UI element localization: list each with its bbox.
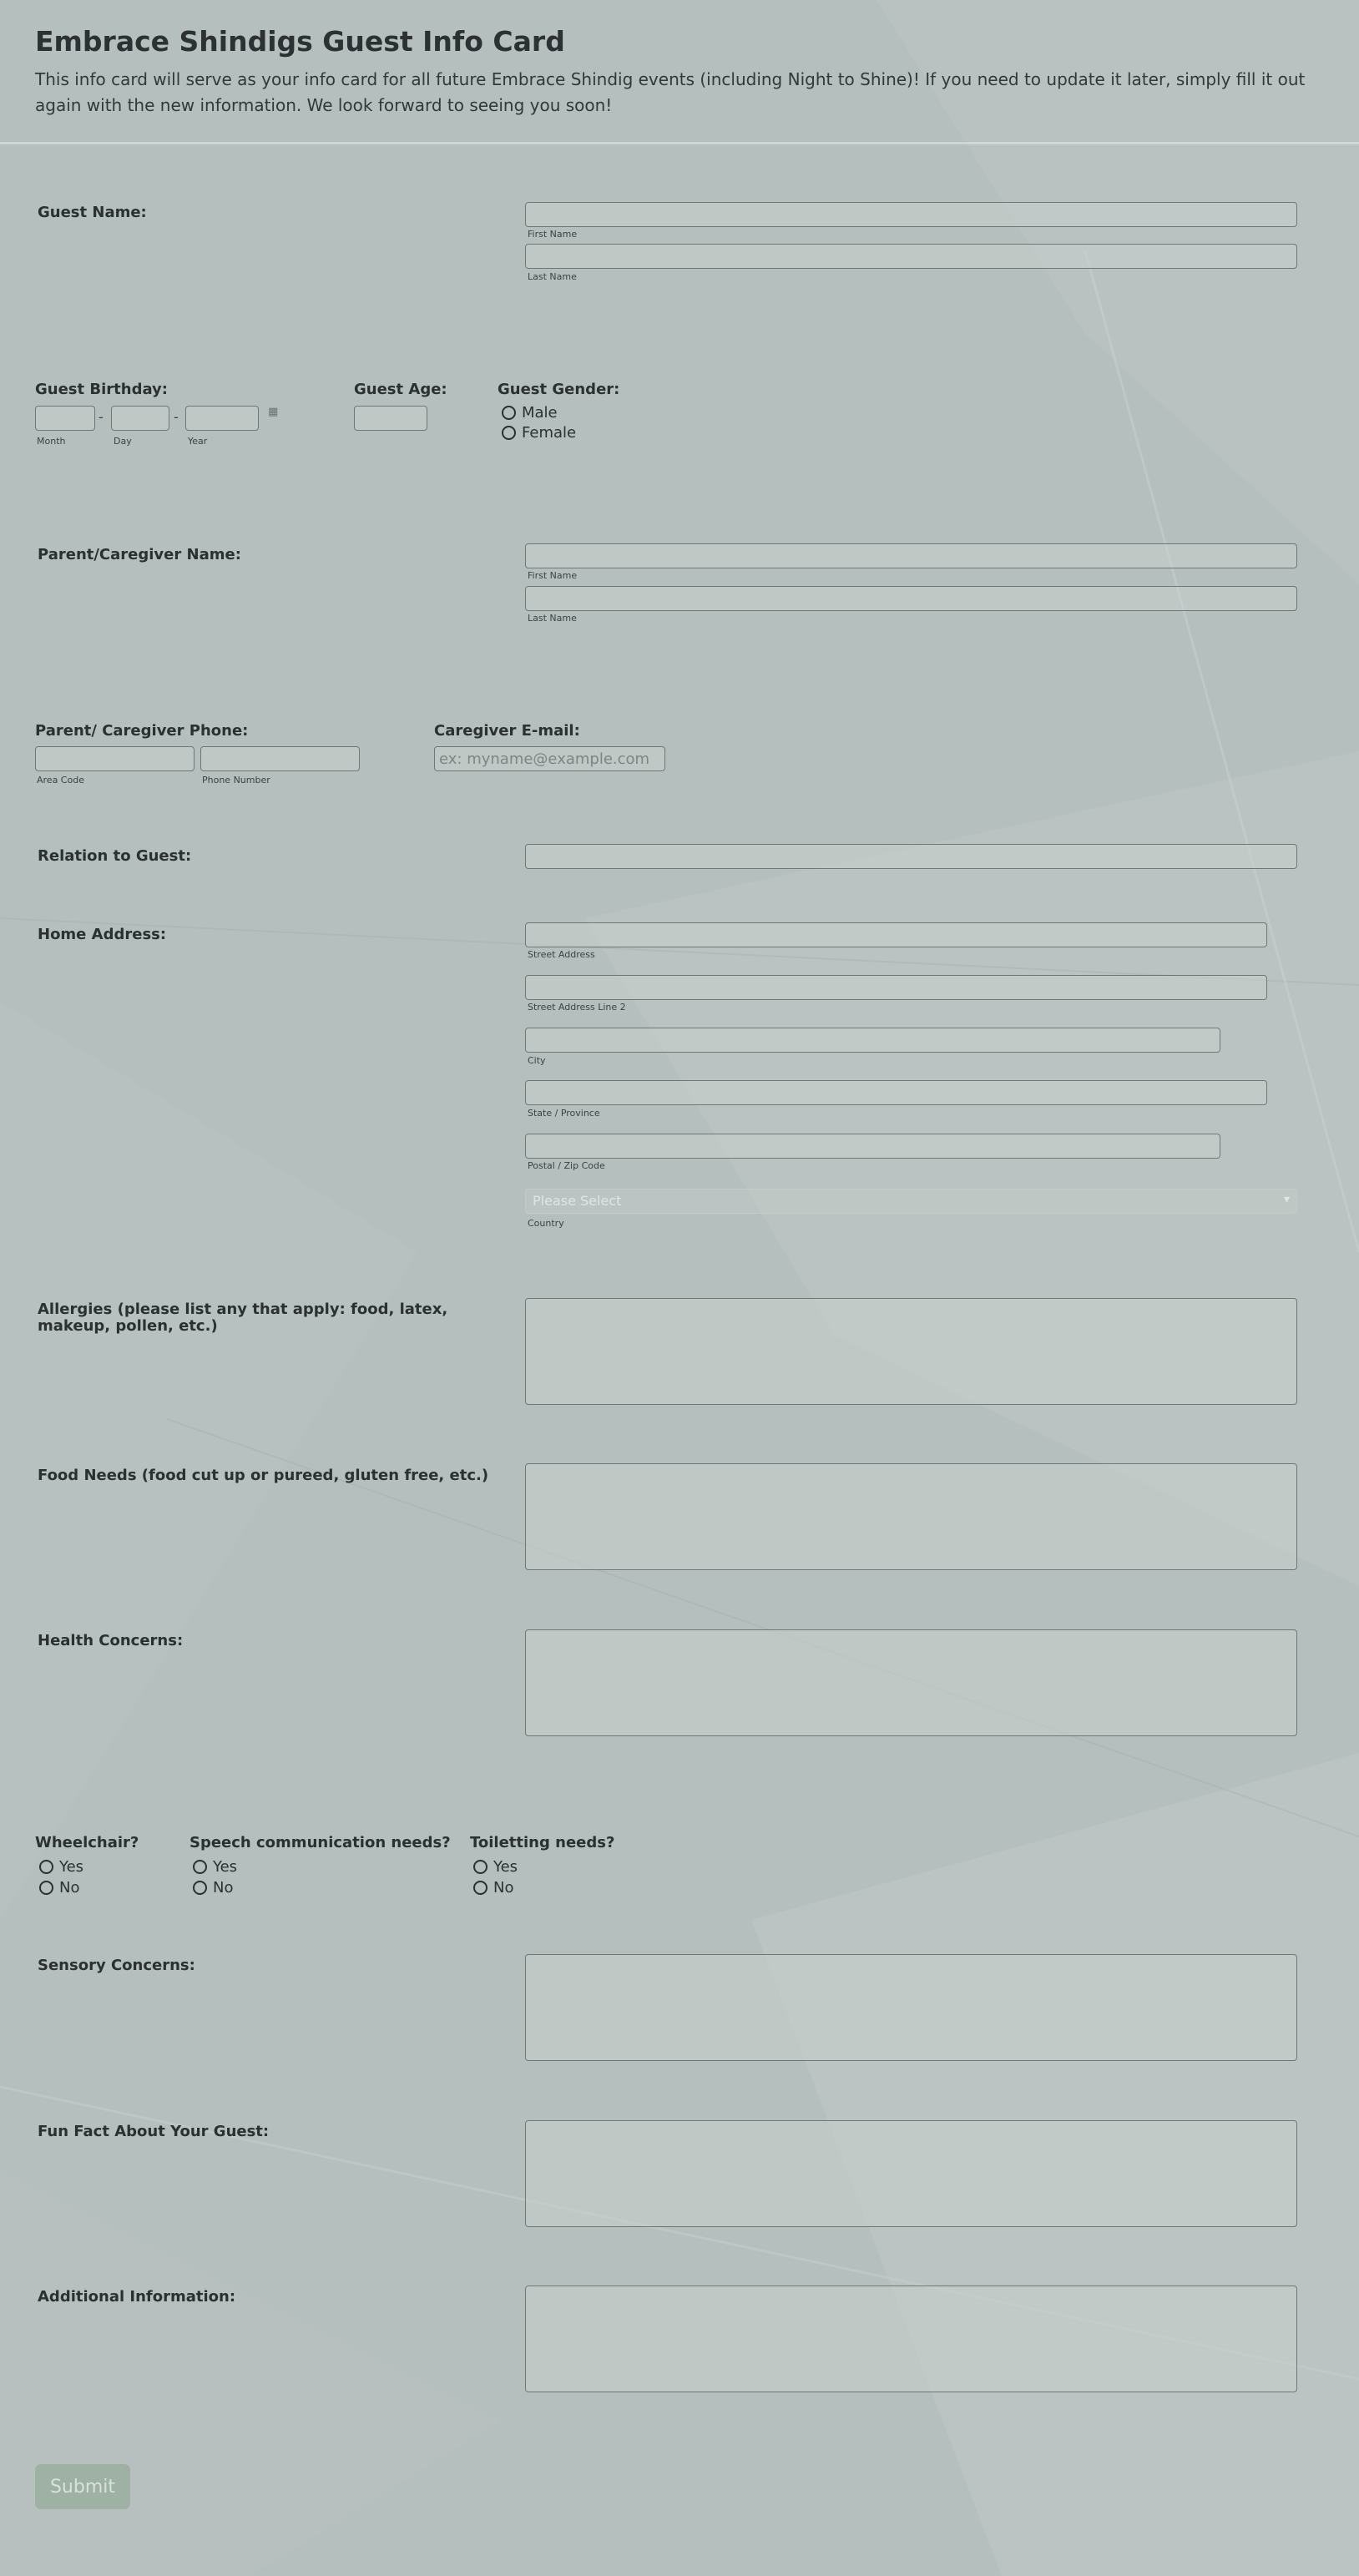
postal-zip-sublabel: Postal / Zip Code	[528, 1160, 605, 1171]
gender-option-female[interactable]	[502, 424, 576, 442]
fun-fact-label: Fun Fact About Your Guest:	[38, 2123, 270, 2140]
birthday-month-sublabel: Month	[37, 436, 66, 447]
birthday-day-sublabel: Day	[114, 436, 132, 447]
relation-input[interactable]	[525, 844, 1297, 869]
guest-name-label: Guest Name:	[38, 204, 147, 221]
health-concerns-textarea[interactable]	[525, 1629, 1297, 1736]
form-title: Embrace Shindigs Guest Info Card	[35, 25, 565, 58]
speech-needs-label: Speech communication needs?	[189, 1834, 451, 1851]
parent-first-name-input[interactable]	[525, 543, 1297, 568]
date-separator: -	[99, 409, 104, 425]
birthday-year-sublabel: Year	[188, 436, 208, 447]
radio-circle-icon[interactable]	[193, 1860, 207, 1874]
radio-circle-icon[interactable]	[39, 1860, 53, 1874]
relation-label: Relation to Guest:	[38, 847, 192, 865]
radio-label: Yes	[213, 1858, 238, 1876]
street-address-line2-input[interactable]	[525, 975, 1267, 1000]
guest-gender-label: Guest Gender:	[498, 381, 620, 398]
food-needs-textarea[interactable]	[525, 1463, 1297, 1570]
toileting-needs-label: Toiletting needs?	[470, 1834, 615, 1851]
additional-info-label: Additional Information:	[38, 2288, 236, 2306]
radio-circle-icon[interactable]	[473, 1860, 488, 1874]
radio-circle-icon[interactable]	[473, 1881, 488, 1895]
parent-last-name-input[interactable]	[525, 586, 1297, 611]
allergies-textarea[interactable]	[525, 1298, 1297, 1405]
guest-first-name-sublabel: First Name	[528, 229, 578, 240]
allergies-label: Allergies (please list any that apply: food, latex, makeup, pollen, etc.)	[38, 1301, 448, 1335]
phone-number-sublabel: Phone Number	[202, 775, 270, 785]
guest-last-name-input[interactable]	[525, 244, 1297, 269]
toileting-option-yes[interactable]	[473, 1858, 518, 1876]
sensory-concerns-label: Sensory Concerns:	[38, 1957, 195, 1974]
radio-label: Yes	[493, 1858, 518, 1876]
street-address-line2-sublabel: Street Address Line 2	[528, 1002, 626, 1013]
food-needs-label: Food Needs (food cut up or pureed, gluten free, etc.)	[38, 1467, 489, 1484]
radio-label: Male	[522, 404, 558, 422]
home-address-label: Home Address:	[38, 926, 167, 943]
radio-label: No	[59, 1879, 80, 1897]
state-province-sublabel: State / Province	[528, 1108, 600, 1119]
street-address-input[interactable]	[525, 922, 1267, 947]
postal-zip-input[interactable]	[525, 1134, 1220, 1159]
phone-area-code-input[interactable]	[35, 746, 195, 771]
city-sublabel: City	[528, 1055, 546, 1066]
calendar-icon[interactable]: ▦	[268, 406, 279, 418]
birthday-month-input[interactable]	[35, 406, 95, 431]
form-header	[0, 0, 1359, 144]
parent-first-name-sublabel: First Name	[528, 570, 578, 581]
parent-last-name-sublabel: Last Name	[528, 613, 577, 624]
health-concerns-label: Health Concerns:	[38, 1632, 184, 1649]
city-input[interactable]	[525, 1028, 1220, 1053]
speech-option-yes[interactable]	[193, 1858, 237, 1876]
state-province-input[interactable]	[525, 1080, 1267, 1105]
speech-option-no[interactable]	[193, 1879, 233, 1897]
birthday-day-input[interactable]	[111, 406, 169, 431]
phone-number-input[interactable]	[200, 746, 360, 771]
radio-circle-icon[interactable]	[502, 426, 516, 440]
phone-area-code-sublabel: Area Code	[37, 775, 84, 785]
radio-label: Yes	[59, 1858, 84, 1876]
additional-info-textarea[interactable]	[525, 2286, 1297, 2392]
guest-last-name-sublabel: Last Name	[528, 271, 577, 282]
wheelchair-label: Wheelchair?	[35, 1834, 139, 1851]
country-select[interactable]	[525, 1189, 1297, 1214]
guest-age-input[interactable]	[354, 406, 427, 431]
parent-phone-label: Parent/ Caregiver Phone:	[35, 722, 249, 740]
radio-circle-icon[interactable]	[193, 1881, 207, 1895]
wheelchair-option-no[interactable]	[39, 1879, 79, 1897]
submit-button[interactable]: Submit	[35, 2464, 130, 2509]
street-address-sublabel: Street Address	[528, 949, 595, 960]
wheelchair-option-yes[interactable]	[39, 1858, 83, 1876]
guest-first-name-input[interactable]	[525, 202, 1297, 227]
country-sublabel: Country	[528, 1218, 564, 1229]
guest-birthday-label: Guest Birthday:	[35, 381, 168, 398]
radio-label: Female	[522, 424, 577, 442]
chevron-down-icon: ▾	[1283, 1193, 1290, 1206]
parent-name-label: Parent/Caregiver Name:	[38, 546, 241, 563]
radio-circle-icon[interactable]	[39, 1881, 53, 1895]
radio-label: No	[213, 1879, 234, 1897]
sensory-concerns-textarea[interactable]	[525, 1954, 1297, 2061]
radio-circle-icon[interactable]	[502, 406, 516, 420]
gender-option-male[interactable]	[502, 404, 558, 422]
birthday-year-input[interactable]	[185, 406, 259, 431]
caregiver-email-label: Caregiver E-mail:	[434, 722, 580, 740]
toileting-option-no[interactable]	[473, 1879, 513, 1897]
caregiver-email-input[interactable]	[434, 746, 665, 771]
form-description: This info card will serve as your info card for all future Embrace Shindig events (including Night to Shine)! If you need to update it later, simply fill it out again with the new information. We look forward to seeing you soon!	[35, 69, 1306, 115]
fun-fact-textarea[interactable]	[525, 2120, 1297, 2227]
date-separator: -	[174, 409, 179, 425]
country-select-value: Please Select	[533, 1193, 622, 1209]
guest-age-label: Guest Age:	[354, 381, 447, 398]
radio-label: No	[493, 1879, 514, 1897]
